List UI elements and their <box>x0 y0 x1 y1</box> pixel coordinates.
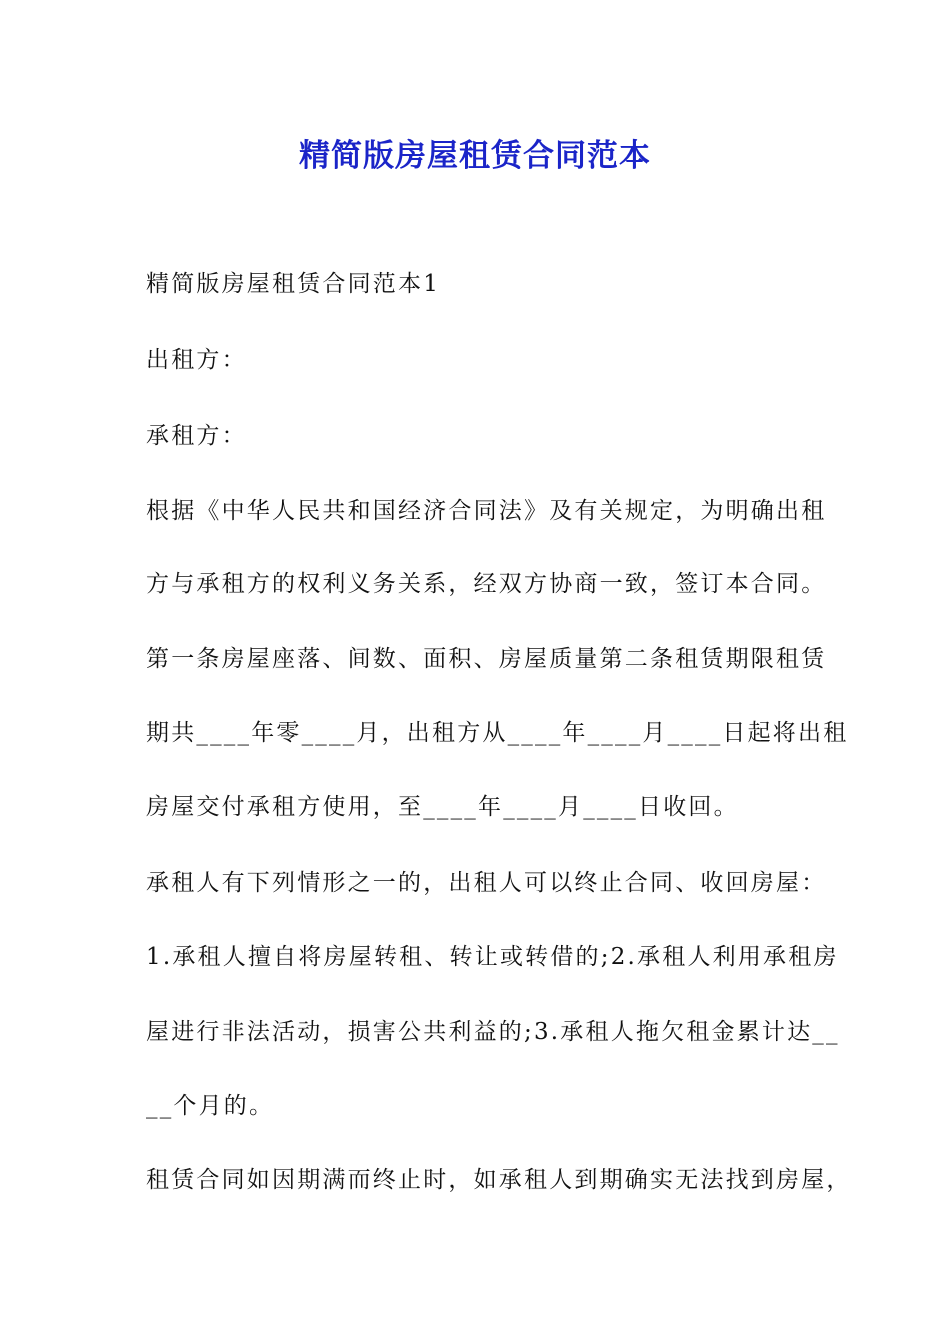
lessor-line: 出租方： <box>146 347 247 373</box>
paragraph-line: 屋进行非法活动，损害公共利益的;3.承租人拖欠租金累计达__ <box>146 1019 840 1045</box>
paragraph-line: 承租人有下列情形之一的，出租人可以终止合同、收回房屋： <box>146 870 827 896</box>
section-heading: 精简版房屋租赁合同范本1 <box>146 271 441 297</box>
paragraph-line: 租赁合同如因期满而终止时，如承租人到期确实无法找到房屋， <box>146 1167 852 1193</box>
paragraph-line: 1.承租人擅自将房屋转租、转让或转借的;2.承租人利用承租房 <box>146 944 839 970</box>
paragraph-line: 根据《中华人民共和国经济合同法》及有关规定，为明确出租 <box>146 498 827 524</box>
lessee-line: 承租方： <box>146 423 247 449</box>
paragraph-line: 房屋交付承租方使用，至____年____月____日收回。 <box>146 794 739 820</box>
paragraph-line: 方与承租方的权利义务关系，经双方协商一致，签订本合同。 <box>146 571 827 597</box>
paragraph-line: 第一条房屋座落、间数、面积、房屋质量第二条租赁期限租赁 <box>146 646 827 672</box>
paragraph-line: __个月的。 <box>146 1093 275 1119</box>
document-title: 精简版房屋租赁合同范本 <box>299 138 651 174</box>
paragraph-line: 期共____年零____月，出租方从____年____月____日起将出租 <box>146 720 849 746</box>
